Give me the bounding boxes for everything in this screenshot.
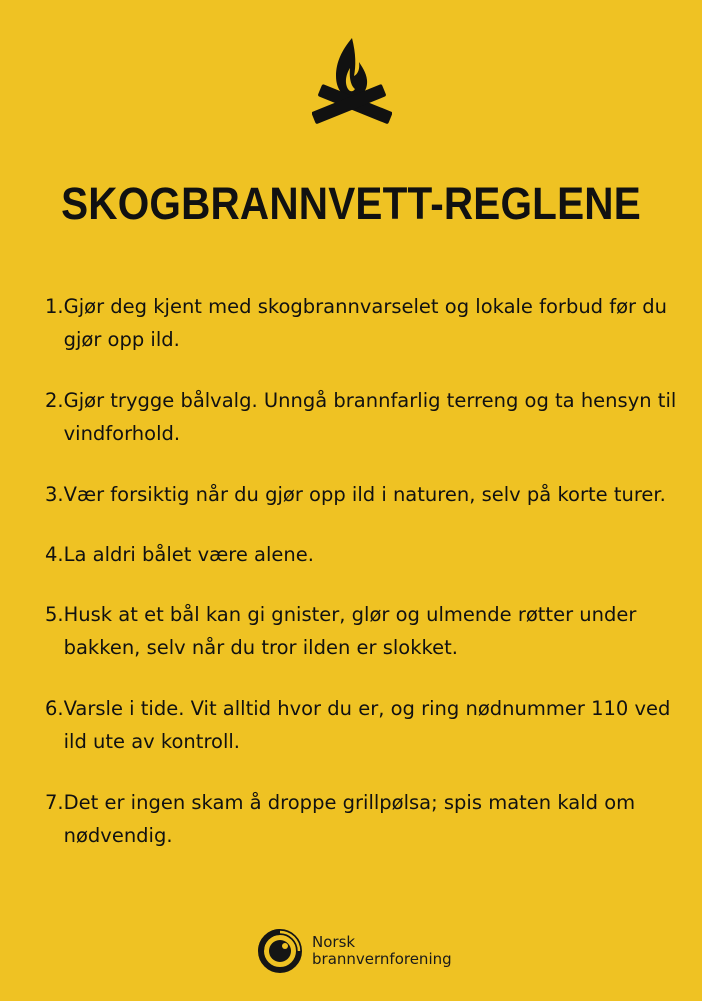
organization-name <box>312 934 452 968</box>
rule-text: Gjør trygge bålvalg. Unngå brannfarlig terreng og ta hensyn til vindforhold. <box>63 389 677 445</box>
rule-item <box>45 290 685 356</box>
rule-text: Husk at et bål kan gi gnister, glør og ulmende røtter under bakken, selv når du tror ilden er slokket. <box>63 603 637 659</box>
rule-item <box>45 384 685 450</box>
rule-text: La aldri bålet være alene. <box>63 543 314 566</box>
rule-number: 5. <box>45 603 64 626</box>
poster-title: SKOGBRANNVETT-REGLENE <box>61 178 641 229</box>
campfire-icon <box>312 36 392 130</box>
rule-number: 6. <box>45 697 64 720</box>
rule-number: 7. <box>45 791 64 814</box>
organization-logo <box>257 928 452 974</box>
norsk-brannvernforening-logo-icon <box>257 928 303 974</box>
rule-number: 4. <box>45 543 64 566</box>
rule-item <box>45 786 685 852</box>
organization-name-line1: Norsk <box>312 933 356 951</box>
rule-number: 2. <box>45 389 64 412</box>
rule-text: Varsle i tide. Vit alltid hvor du er, og ring nødnummer 110 ved ild ute av kontroll. <box>63 697 671 753</box>
rule-item <box>45 478 685 511</box>
rules-list <box>45 290 685 880</box>
rule-text: Gjør deg kjent med skogbrannvarselet og lokale forbud før du gjør opp ild. <box>63 295 668 351</box>
rule-number: 1. <box>45 295 64 318</box>
rule-number: 3. <box>45 483 64 506</box>
rule-item <box>45 598 685 664</box>
rule-item <box>45 692 685 758</box>
rule-text: Det er ingen skam å droppe grillpølsa; spis maten kald om nødvendig. <box>63 791 636 847</box>
rule-item <box>45 538 685 571</box>
organization-name-line2: brannvernforening <box>312 950 452 968</box>
rule-text: Vær forsiktig når du gjør opp ild i naturen, selv på korte turer. <box>63 483 666 506</box>
